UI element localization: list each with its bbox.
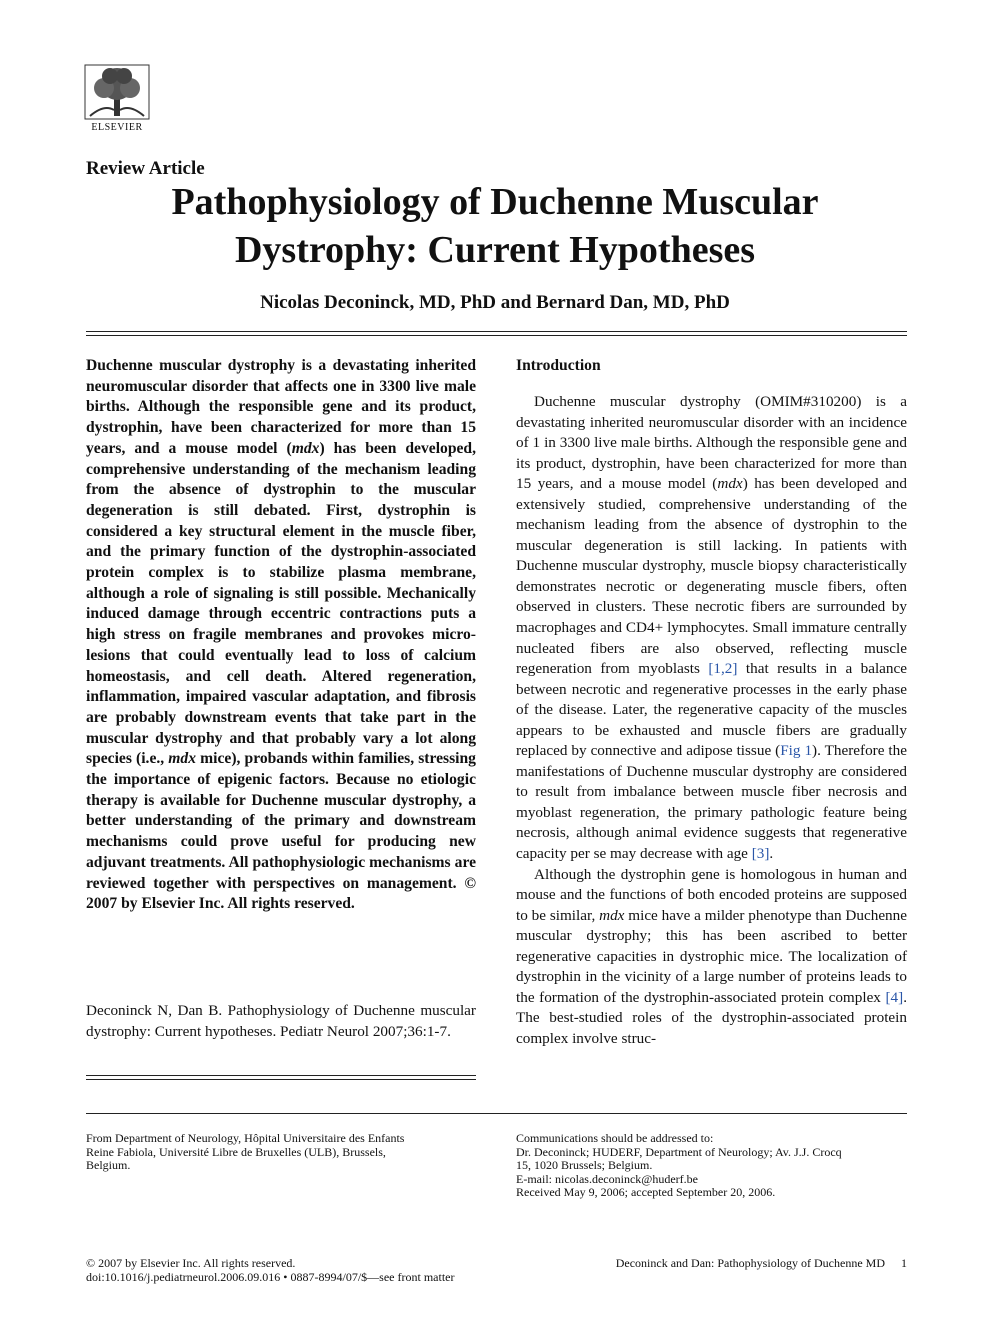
affiliation-line: From Department of Neurology, Hôpital Universitaire des Enfants (86, 1131, 405, 1145)
intro-text: mice have a milder phenotype than Duchenne muscular dystrophy; this has been ascribed to better regenerative capacities in dystrophic mice. The localization of dystrophin in the vicinity of a large number of proteins leads to the formation of the dystrophin-associated protein complex (516, 906, 907, 1006)
citation: Deconinck N, Dan B. Pathophysiology of Duchenne muscular dystrophy: Current hypotheses. Pediatr Neurol 2007;36:1-7. (86, 1002, 476, 1040)
publisher-name: ELSEVIER (91, 122, 143, 133)
reference-link[interactable]: [3] (751, 845, 770, 863)
intro-mdx: mdx (599, 906, 625, 924)
intro-mdx: mdx (717, 475, 743, 493)
elsevier-tree-icon (84, 64, 150, 120)
intro-text: . (769, 845, 774, 863)
title-line-1: Pathophysiology of Duchenne Muscular (171, 181, 819, 223)
intro-paragraph-1 (516, 392, 907, 865)
article-type: Review Article (86, 158, 205, 179)
intro-text: ). Therefore the manifestations of Duchenne muscular dystrophy are considered to result from imbalance between muscle fiber necrosis and myoblast regeneration, the primary pathologic feature being necrosis, although animal evidence suggests that regenerative capacity per se may decrease with age (516, 742, 907, 863)
author-list: Nicolas Deconinck, MD, PhD and Bernard Dan, MD, PhD (260, 292, 730, 313)
intro-text: Duchenne muscular dystrophy (OMIM#310200) is a devastating inherited neuromuscular disorder with an incidence of 1 in 3300 live male births. Although the responsible gene and its product, dystrophin, have been characterized for more than 15 years, and a mouse model ( (516, 393, 907, 493)
footer-doi: doi:10.1016/j.pediatrneurol.2006.09.016 • 0887-8994/07/$—see front matter (86, 1270, 455, 1284)
abstract (86, 356, 476, 915)
correspondence-email: E-mail: nicolas.deconinck@huderf.be (516, 1171, 698, 1186)
page-footer-left (86, 1256, 546, 1284)
reference-link[interactable]: [1,2] (708, 660, 738, 678)
correspondence (516, 1132, 916, 1200)
affiliation-line: Reine Fabiola, Université Libre de Bruxelles (ULB), Brussels, (86, 1144, 386, 1159)
abstract-bottom-divider (86, 1075, 476, 1080)
intro-text: ) has been developed and extensively studied, comprehensive understanding of the mechanism leading from the absence of dystrophin to the muscular degeneration is still lacking. In patients with Duchenne muscular dystrophy, muscle biopsy characteristically demonstrates necrotic or degenerating muscle fibers, often observed in clusters. These necrotic fibers are surrounded by macrophages and CD4+ lymphocytes. Small immature centrally nucleated fibers are also observed, reflecting muscle regeneration from myoblasts (516, 475, 907, 678)
intro-text: . The best-studied roles of the dystrophin-associated protein complex involve struc- (516, 988, 907, 1047)
footer-copyright: © 2007 by Elsevier Inc. All rights reserved. (86, 1256, 296, 1270)
affiliation-line: Belgium. (86, 1158, 131, 1173)
correspondence-line: Communications should be addressed to: (516, 1131, 714, 1145)
intro-paragraph-2 (516, 865, 907, 1050)
intro-text: Although the dystrophin gene is homologous in human and mouse and the functions of both encoded proteins are supposed to be similar, (516, 865, 907, 924)
abstract-text-2: ) has been developed, comprehensive understanding of the mechanism leading from the absence of dystrophin to the muscular degeneration is still debated. First, dystrophin is considered a key structural element in the muscle fiber, and the primary function of the dystrophin-associated protein complex is to stabilize plasma membrane, although a role of signaling is still possible. Mechanically induced damage through eccentric contractions puts a high stress on fragile membranes and provokes micro-lesions that could eventually lead to loss of calcium homeostasis, and cell death. Altered regeneration, inflammation, impaired vascular adaptation, and fibrosis are probably downstream events that take part in the muscular dystrophy and that probably vary a lot along species (i.e., (86, 439, 476, 768)
page-footer-right (560, 1256, 907, 1270)
header-divider (86, 331, 907, 336)
abstract-text-3: mice), probands within families, stressing the importance of epigenic factors. Because no etiologic therapy is available for Duchenne muscular dystrophy, a better understanding of the primary and downstream mechanisms could prove useful for producing new adjuvant treatments. All pathophysiologic mechanisms are reviewed together with perspectives on management. © 2007 by Elsevier Inc. All rights reserved. (86, 750, 476, 913)
affiliation (86, 1132, 486, 1173)
title-line-2: Dystrophy: Current Hypotheses (234, 229, 756, 271)
abstract-text-1: Duchenne muscular dystrophy is a devastating inherited neuromuscular disorder that affects one in 3300 live male births. Although the responsible gene and its product, dystrophin, have been characterized for more than 15 years, and a mouse model ( (86, 357, 476, 457)
reference-link[interactable]: [4] (885, 988, 904, 1006)
running-head: Deconinck and Dan: Pathophysiology of Duchenne MD (615, 1256, 885, 1270)
footnote-divider (86, 1113, 907, 1114)
article-title (60, 178, 930, 274)
correspondence-line: Dr. Deconinck; HUDERF, Department of Neurology; Av. J.J. Crocq (516, 1144, 842, 1159)
received-dates: Received May 9, 2006; accepted September 20, 2006. (516, 1185, 776, 1200)
figure-link[interactable]: Fig 1 (780, 742, 813, 760)
page-number: 1 (901, 1256, 907, 1270)
intro-text: that results in a balance between necrotic and regenerative processes in the early phase of the disease. Later, the regenerative capacity of the muscles appears to be exhausted and muscle fibers are gradually replaced by connective and adipose tissue ( (516, 660, 908, 760)
publisher-logo (84, 64, 150, 134)
correspondence-line: 15, 1020 Brussels; Belgium. (516, 1158, 653, 1173)
abstract-mdx-1: mdx (291, 439, 320, 457)
abstract-mdx-2: mdx (168, 750, 197, 768)
introduction-body (516, 392, 907, 1050)
section-heading-introduction: Introduction (516, 357, 601, 374)
